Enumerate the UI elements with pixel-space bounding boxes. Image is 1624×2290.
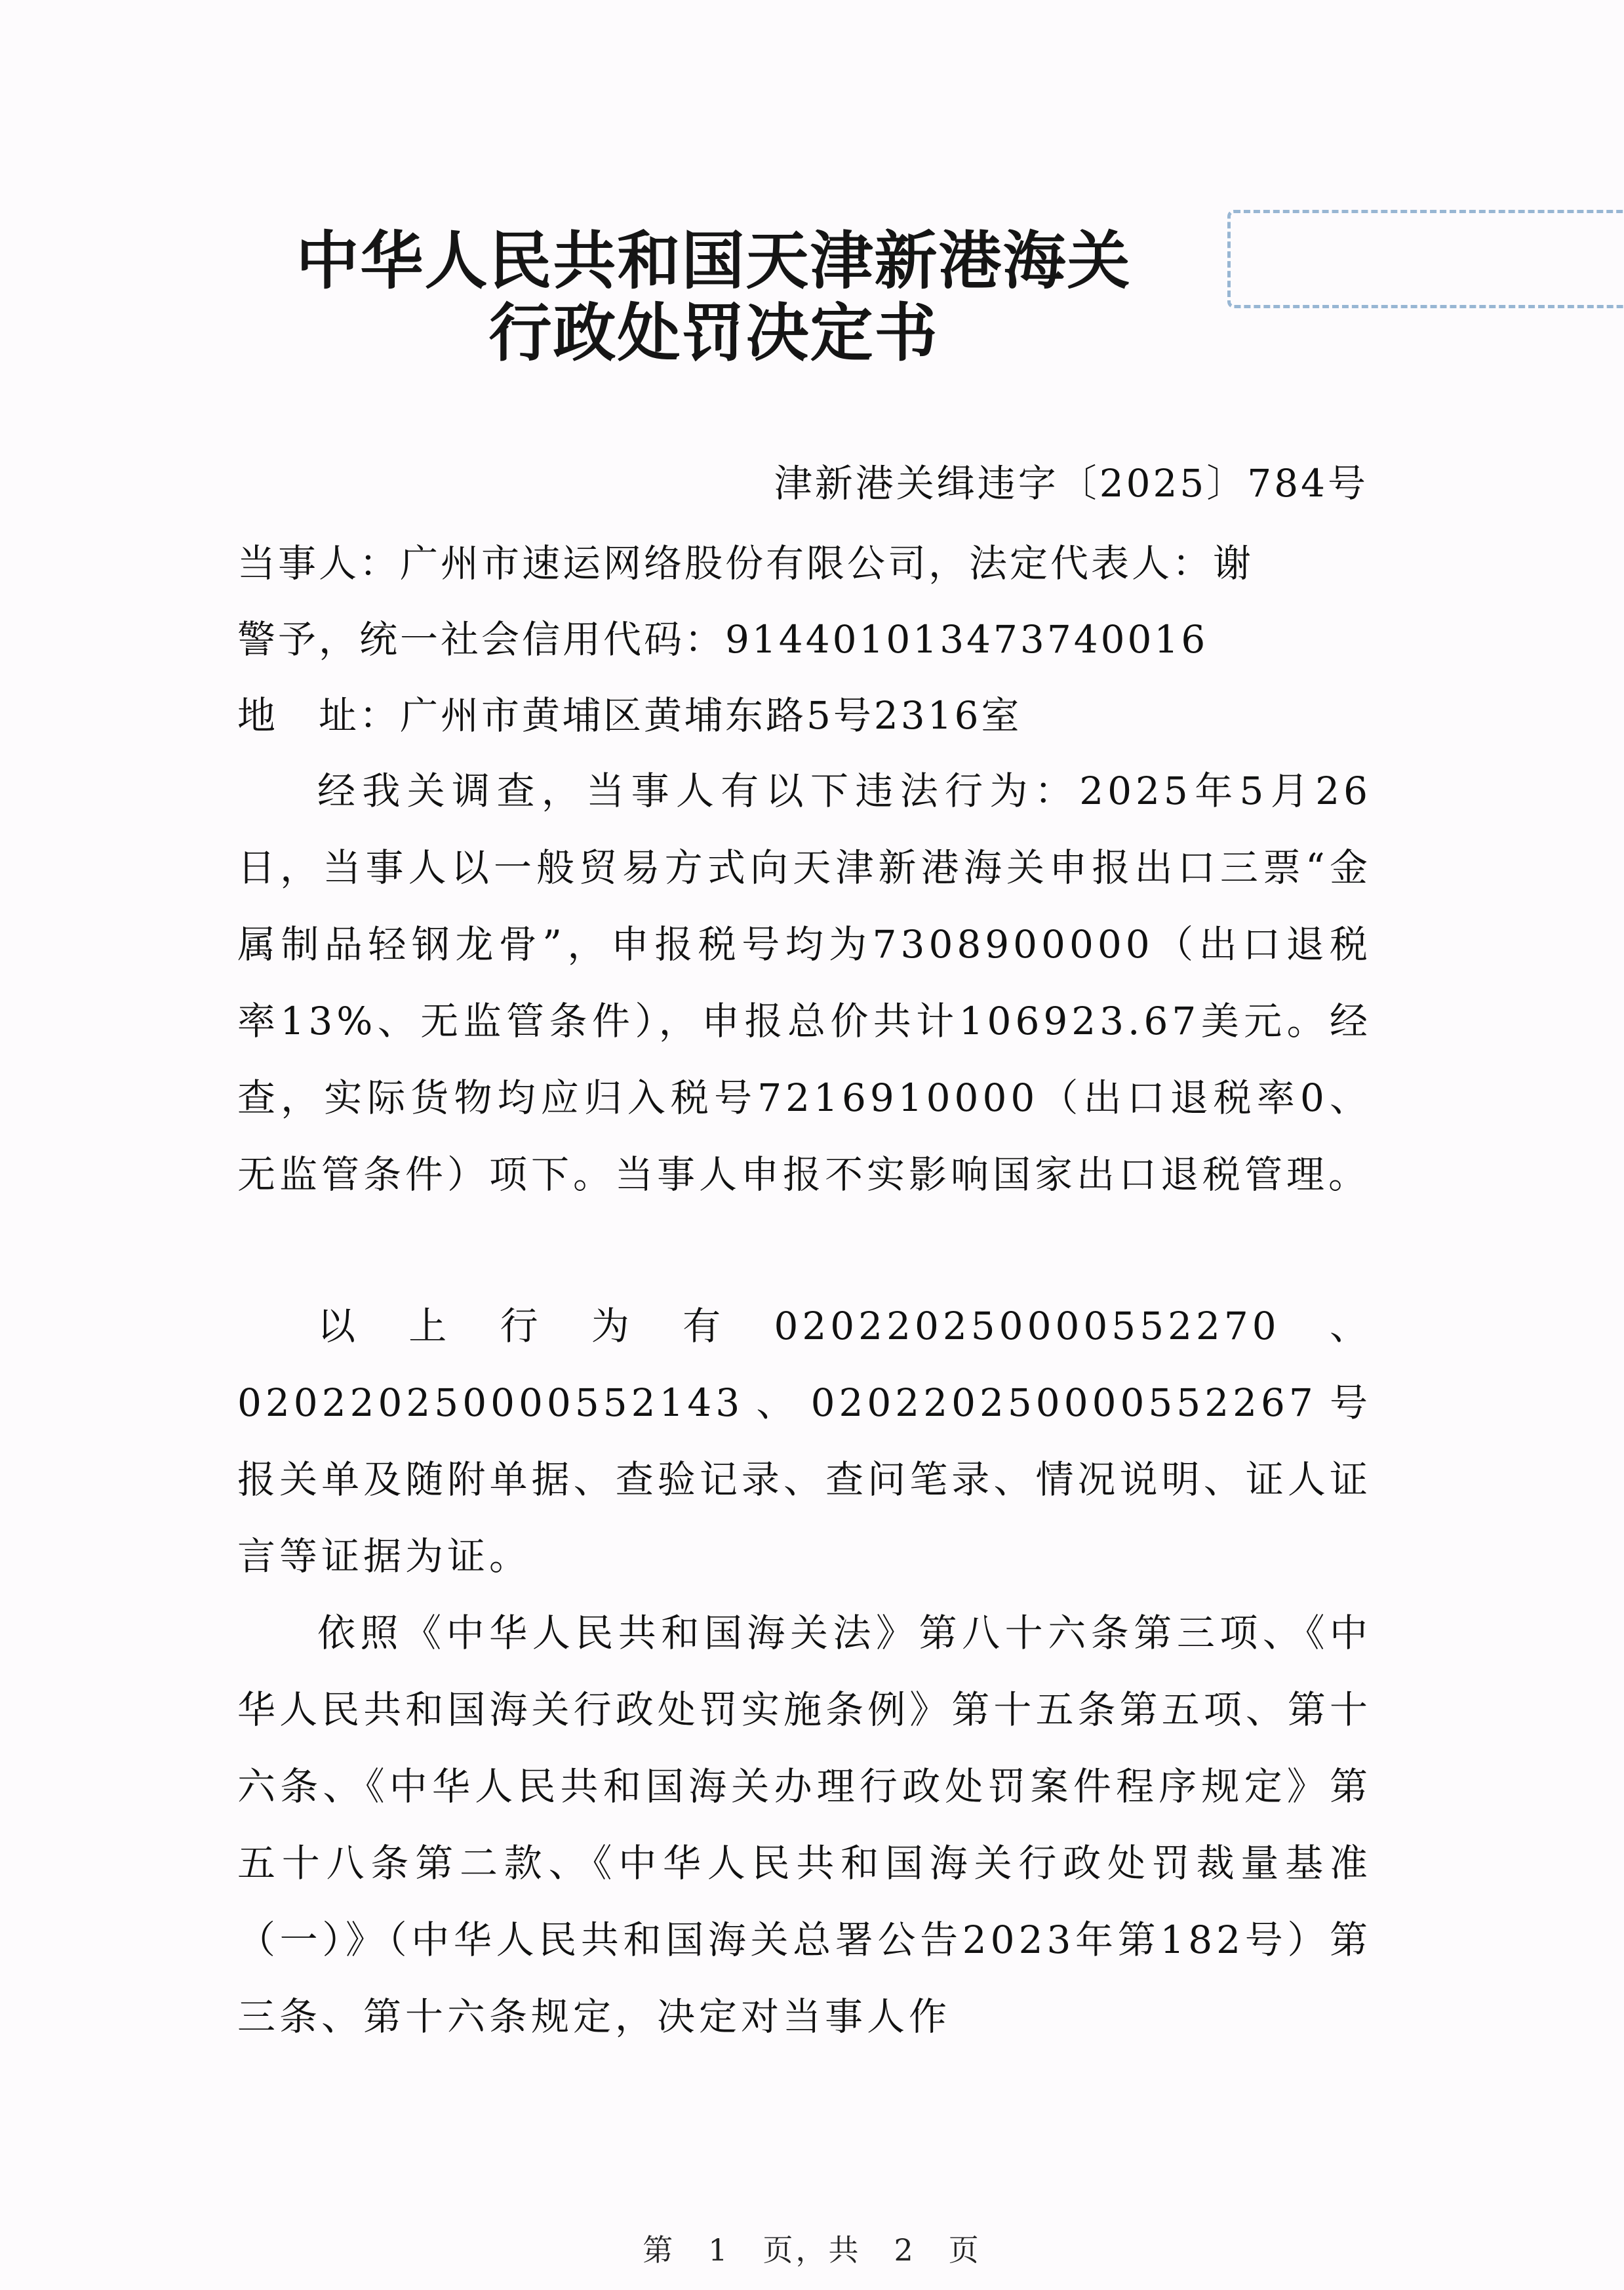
page-footer: 第 1 页，共 2 页: [643, 2232, 981, 2268]
document-title-line1: 中华人民共和国天津新港海关: [296, 224, 1132, 298]
document-title-line2: 行政处罚决定书: [488, 296, 939, 370]
party-address: 地 址：广州市黄埔区黄埔东路5号2316室: [237, 693, 1022, 738]
document-number: 津新港关缉违字〔2025〕784号: [774, 461, 1368, 506]
paragraph-legal-basis: 依照《中华人民共和国海关法》第八十六条第三项、《中华人民共和国海关行政处罚实施条例》第十五条第五项、第十六条、《中华人民共和国海关办理行政处罚案件程序规定》第五十八条第二款、《中华人民共和国海关行政处罚裁量基准（一）》（中华人民共和国海关总署公告2023年第182号）第三条、第十六条规定，决定对当事人作: [237, 1611, 1372, 2039]
paragraph-violation: 经我关调查，当事人有以下违法行为：2025年5月26日，当事人以一般贸易方式向天津新港海关申报出口三票“金属制品轻钢龙骨”，申报税号均为7308900000（出口退税率13%、无监管条件），申报总价共计106923.67美元。经查，实际货物均应归入税号7216910000（出口退税率0、无监管条件）项下。当事人申报不实影响国家出口退税管理。: [237, 769, 1372, 1197]
party-line2: 警予，统一社会信用代码：914401013473740016: [237, 617, 1208, 662]
party-line1: 当事人：广州市速运网络股份有限公司，法定代表人：谢: [237, 541, 1254, 586]
paragraph-evidence: 以上行为有020220250000552270、020220250000552143、020220250000552267号报关单及随附单据、查验记录、查问笔录、情况说明、证人证言等证据为证。: [237, 1304, 1372, 1578]
